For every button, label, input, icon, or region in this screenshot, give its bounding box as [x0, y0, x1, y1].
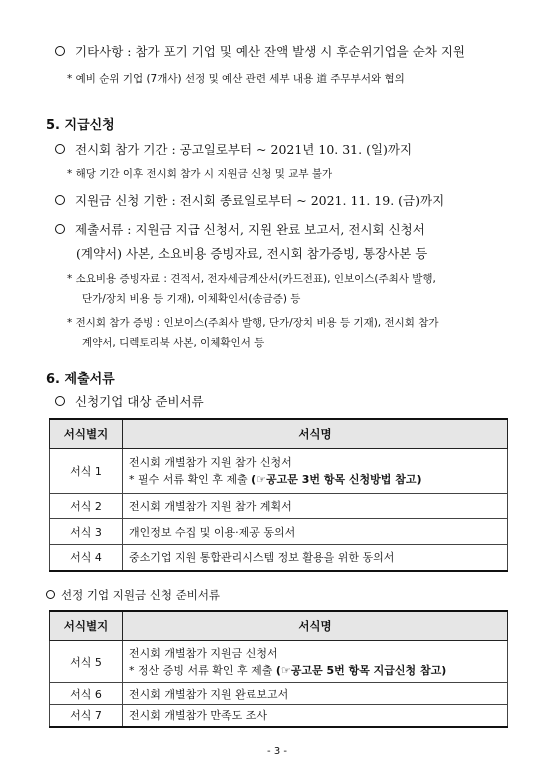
other-note: * 예비 순위 기업 (7개사) 선정 및 예산 관련 세부 내용 道 주무부서와 협의	[67, 73, 405, 85]
form-number: 서식 7	[50, 705, 123, 727]
col-header-form: 서식별지	[50, 419, 123, 449]
hollow-circle-bullet-icon	[55, 195, 65, 205]
period-note: * 해당 기간 이후 전시회 참가 시 지원금 신청 및 교부 불가	[67, 168, 333, 180]
form-name: 전시회 개별참가 지원금 신청서	[129, 646, 278, 660]
deadline-item: 지원금 신청 기한 : 전시회 종료일로부터 ~ 2021. 11. 19. (금)까지	[55, 193, 444, 209]
cost-evidence-note-continued: 단가/장치 비용 등 기재), 이체확인서(송금증) 등	[82, 293, 301, 305]
table-row	[50, 705, 508, 727]
hollow-circle-bullet-icon	[55, 224, 65, 234]
docs-item: 제출서류 : 지원금 지급 신청서, 지원 완료 보고서, 전시회 신청서	[55, 222, 425, 238]
table-row	[50, 683, 508, 705]
table-header-row	[50, 419, 508, 449]
applicant-docs-subheading: 신청기업 대상 준비서류	[55, 394, 204, 410]
form-number: 서식 6	[50, 683, 123, 705]
page-number: - 3 -	[267, 746, 287, 757]
selected-docs-subheading: 선정 기업 지원금 신청 준비서류	[46, 587, 220, 603]
form-name: 전시회 개별참가 지원 완료보고서	[123, 683, 508, 705]
participation-evidence-note-continued: 계약서, 디렉토리북 사본, 이체확인서 등	[82, 337, 265, 349]
col-header-name: 서식명	[123, 419, 508, 449]
table-row	[50, 545, 508, 571]
table-row	[50, 449, 508, 494]
section6-heading: 6. 제출서류	[46, 372, 115, 387]
selected-forms-table	[49, 610, 508, 728]
form-name: 개인정보 수집 및 이용·제공 동의서	[123, 519, 508, 545]
col-header-name: 서식명	[123, 611, 508, 641]
form-number: 서식 3	[50, 519, 123, 545]
applicant-forms-table	[49, 418, 508, 572]
hollow-circle-bullet-icon	[46, 590, 55, 599]
other-item: 기타사항 : 참가 포기 기업 및 예산 잔액 발생 시 후순위기업을 순차 지원	[55, 44, 465, 60]
cost-evidence-note: * 소요비용 증빙자료 : 견적서, 전자세금계산서(카드전표), 인보이스(주최사 발행,	[67, 273, 436, 285]
form-number: 서식 5	[50, 641, 123, 683]
form-name: 전시회 개별참가 지원 참가 신청서	[129, 456, 292, 469]
form-number: 서식 2	[50, 494, 123, 519]
col-header-form: 서식별지	[50, 611, 123, 641]
form-name: 전시회 개별참가 지원 참가 계획서	[123, 494, 508, 519]
participation-evidence-note: * 전시회 참가 증빙 : 인보이스(주최사 발행, 단가/장치 비용 등 기재), 전시회 참가	[67, 317, 439, 329]
hollow-circle-bullet-icon	[55, 396, 65, 406]
hollow-circle-bullet-icon	[55, 144, 65, 154]
form-note: * 필수 서류 확인 후 제출 (☞공고문 3번 항목 신청방법 참고)	[129, 473, 422, 486]
table-row	[50, 519, 508, 545]
docs-item-continued: (계약서) 사본, 소요비용 증빙자료, 전시회 참가증빙, 통장사본 등	[76, 246, 428, 261]
form-number: 서식 4	[50, 545, 123, 571]
table-row	[50, 494, 508, 519]
form-name: 전시회 개별참가 만족도 조사	[123, 705, 508, 727]
form-note: * 정산 증빙 서류 확인 후 제출 (☞공고문 5번 항목 지급신청 참고)	[129, 663, 447, 677]
table-row	[50, 641, 508, 683]
hollow-circle-bullet-icon	[55, 46, 65, 56]
period-item: 전시회 참가 기간 : 공고일로부터 ~ 2021년 10. 31. (일)까지	[55, 142, 412, 158]
form-number: 서식 1	[50, 449, 123, 494]
table-header-row	[50, 611, 508, 641]
form-name: 중소기업 지원 통합관리시스템 정보 활용을 위한 동의서	[123, 545, 508, 571]
section5-heading: 5. 지급신청	[46, 118, 115, 133]
